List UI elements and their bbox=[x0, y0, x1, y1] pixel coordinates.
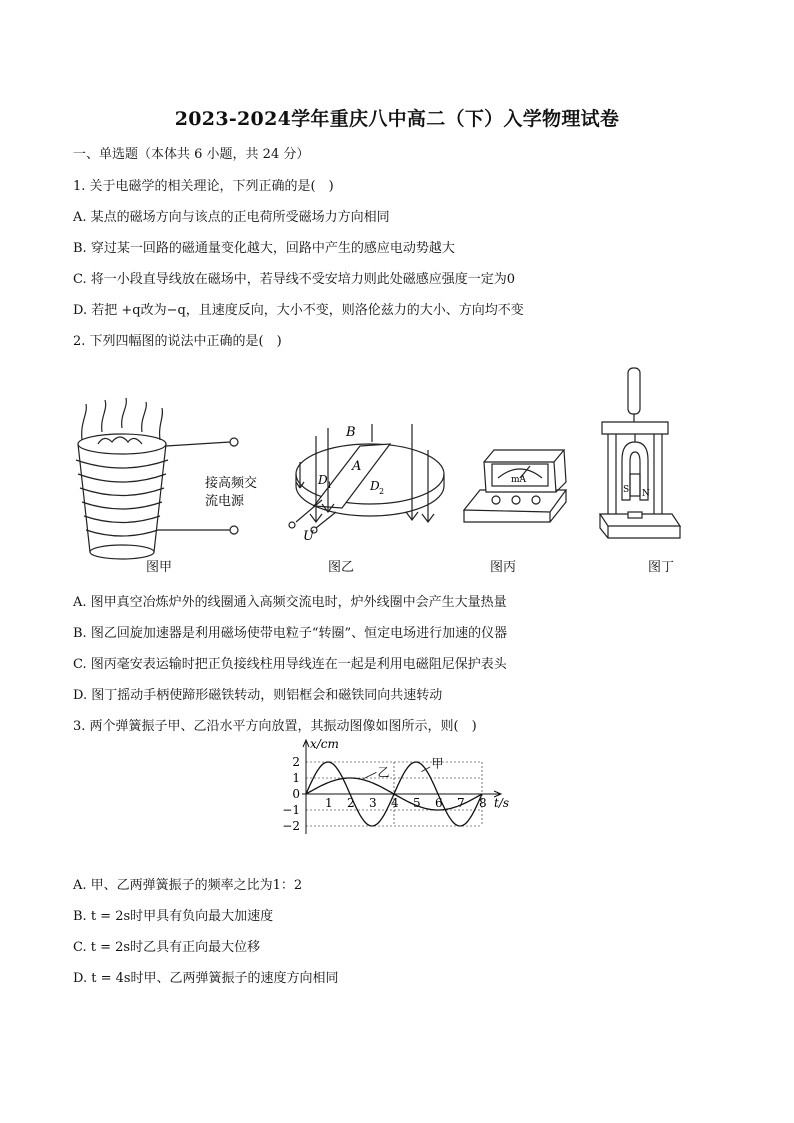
q2-stem: 2. 下列四幅图的说法中正确的是( ) bbox=[73, 334, 282, 349]
fig-caption-yi: 图乙 bbox=[328, 560, 355, 575]
q1-option-a: A. 某点的磁场方向与该点的正电荷所受磁场力方向相同 bbox=[73, 210, 390, 225]
fig-yi-cyclotron-drawing bbox=[289, 424, 444, 533]
x-tick-label: 4 bbox=[391, 796, 399, 810]
q1-option-b: B. 穿过某一回路的磁通量变化越大，回路中产生的感应电动势越大 bbox=[73, 241, 455, 256]
x-tick-label: 7 bbox=[457, 796, 465, 810]
q1-option-d: D. 若把 +q改为−q，且速度反向，大小不变，则洛伦兹力的大小、方向均不变 bbox=[73, 303, 524, 318]
fig-caption-jia: 图甲 bbox=[146, 560, 173, 575]
q2-option-d: D. 图丁摇动手柄使蹄形磁铁转动，则铝框会和磁铁同向共速转动 bbox=[73, 688, 443, 703]
fig-bing-milliammeter-drawing bbox=[464, 450, 566, 522]
fig-ding-magnet-drawing bbox=[600, 368, 680, 538]
fig-bing-meter-label: mA bbox=[511, 475, 527, 485]
section-heading: 一、单选题（本体共 6 小题，共 24 分） bbox=[73, 147, 310, 162]
x-tick-label: 3 bbox=[369, 796, 377, 810]
q3-option-c: C. t = 2s时乙具有正向最大位移 bbox=[73, 940, 261, 955]
fig-ding-label-n: N bbox=[642, 489, 650, 499]
q1-option-c: C. 将一小段直导线放在磁场中，若导线不受安培力则此处磁感应强度一定为0 bbox=[73, 272, 516, 287]
fig-yi-label-a: A bbox=[352, 459, 362, 474]
fig-jia-label-line2: 流电源 bbox=[205, 494, 245, 509]
y-tick-label: −2 bbox=[282, 819, 300, 833]
q2-option-b: B. 图乙回旋加速器是利用磁场使带电粒子“转圈”、恒定电场进行加速的仪器 bbox=[73, 626, 508, 641]
q2-option-a: A. 图甲真空冶炼炉外的线圈通入高频交流电时，炉外线圈中会产生大量热量 bbox=[73, 595, 507, 610]
y-tick-label: 2 bbox=[292, 755, 300, 769]
q3-vibration-graph bbox=[270, 736, 530, 846]
y-axis-label: x/cm bbox=[310, 737, 339, 751]
fig-yi-label-d1: D bbox=[318, 473, 328, 487]
y-tick-label: −1 bbox=[282, 803, 300, 817]
fig-yi-label-d2: D bbox=[370, 479, 380, 493]
fig-yi-label-u: U bbox=[303, 529, 314, 544]
q2-figures bbox=[60, 362, 740, 577]
y-tick-label: 0 bbox=[292, 787, 300, 801]
fig-caption-bing: 图丙 bbox=[490, 560, 517, 575]
fig-yi-label-d2-sub: 2 bbox=[379, 487, 385, 496]
x-tick-label: 6 bbox=[435, 796, 443, 810]
fig-yi-label-b: B bbox=[346, 425, 356, 440]
q3-stem: 3. 两个弹簧振子甲、乙沿水平方向放置，其振动图像如图所示，则( ) bbox=[73, 719, 477, 734]
series-label-jia: 甲 bbox=[431, 756, 444, 771]
fig-caption-ding: 图丁 bbox=[648, 560, 675, 575]
y-tick-label: 1 bbox=[292, 771, 300, 785]
page-title: 2023-2024学年重庆八中高二（下）入学物理试卷 bbox=[174, 108, 620, 130]
fig-yi-label-d1-sub: 1 bbox=[327, 481, 333, 490]
q3-option-d: D. t = 4s时甲、乙两弹簧振子的速度方向相同 bbox=[73, 971, 339, 986]
graph-axes bbox=[302, 740, 501, 834]
x-tick-label: 2 bbox=[347, 796, 355, 810]
x-tick-label: 8 bbox=[479, 796, 487, 810]
q1-stem: 1. 关于电磁学的相关理论，下列正确的是( ) bbox=[73, 179, 334, 194]
series-label-yi: 乙 bbox=[377, 765, 390, 780]
fig-jia-label-line1: 接高频交 bbox=[205, 476, 258, 491]
x-axis-label: t/s bbox=[494, 796, 510, 810]
q2-option-c: C. 图丙毫安表运输时把正负接线柱用导线连在一起是利用电磁阻尼保护表头 bbox=[73, 657, 507, 672]
x-tick-label: 5 bbox=[413, 796, 421, 810]
x-tick-label: 1 bbox=[325, 796, 333, 810]
q3-option-b: B. t = 2s时甲具有负向最大加速度 bbox=[73, 909, 274, 924]
q3-option-a: A. 甲、乙两弹簧振子的频率之比为1：2 bbox=[73, 878, 303, 893]
fig-ding-label-s: S bbox=[623, 485, 630, 495]
